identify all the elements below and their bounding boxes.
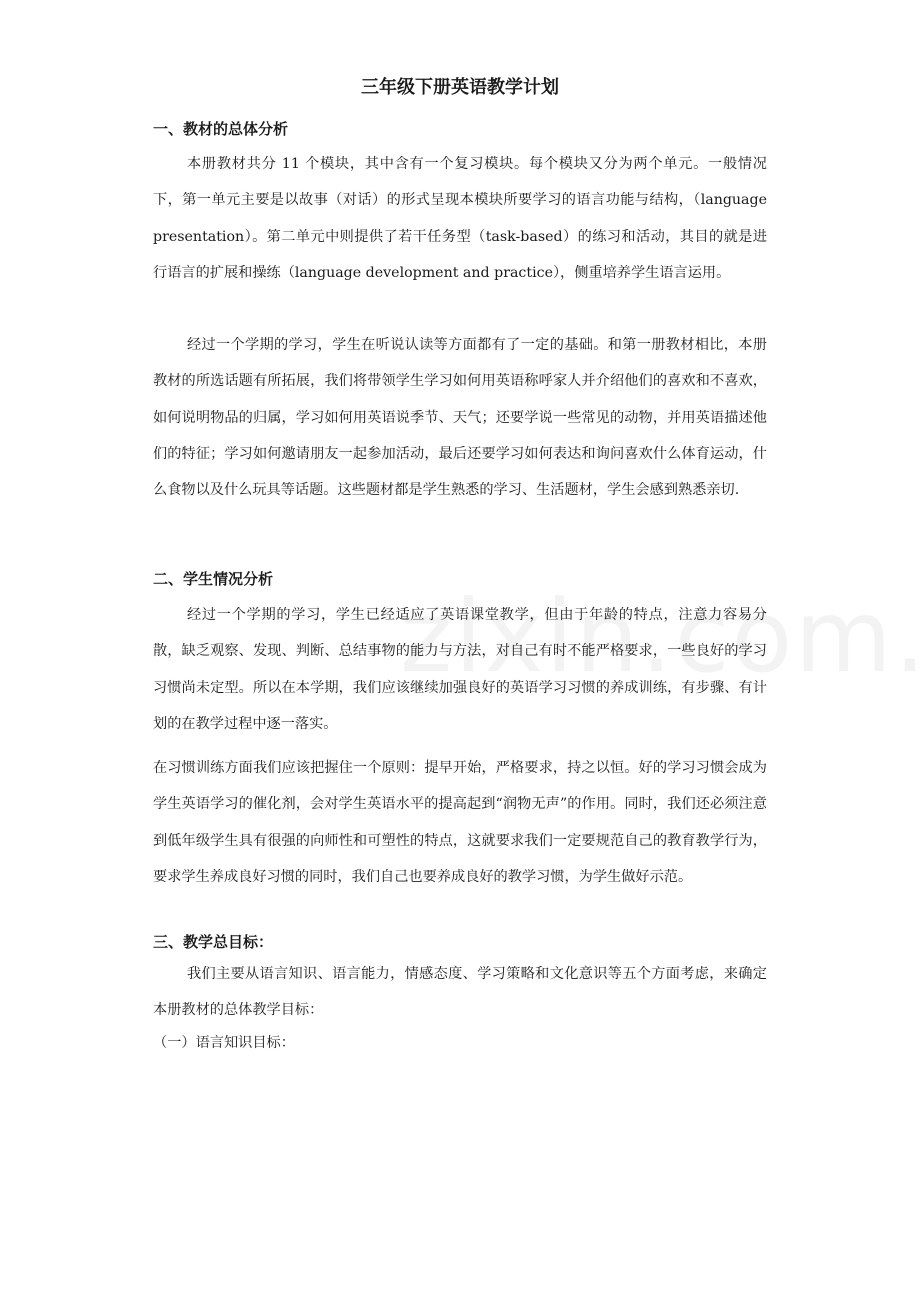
section-1-paragraph-1: 本册教材共分 11 个模块，其中含有一个复习模块。每个模块又分为两个单元。一般情况下，第一单元主要是以故事（对话）的形式呈现本模块所要学习的语言功能与结构，（language presentation）。第二单元中则提供了若干任务型（task-based）的练习和活动，其目的就是进行语言的扩展和操练（language development and practice），侧重培养学生语言运用。 bbox=[153, 156, 767, 281]
section-heading-3: 三、教学总目标： bbox=[153, 933, 274, 951]
section-2-paragraph-2: 在习惯训练方面我们应该把握住一个原则：提早开始，严格要求，持之以恒。好的学习习惯会成为学生英语学习的催化剂，会对学生英语水平的提高起到“润物无声”的作用。同时，我们还必须注意到低年级学生具有很强的向师性和可塑性的特点，这就要求我们一定要规范自己的教育教学行为，要求学生养成良好习惯的同时，我们自己也要养成良好的教学习惯，为学生做好示范。 bbox=[153, 760, 767, 885]
section-1-paragraph-2: 经过一个学期的学习，学生在听说认读等方面都有了一定的基础。和第一册教材相比，本册教材的所选话题有所拓展，我们将带领学生学习如何用英语称呼家人并介绍他们的喜欢和不喜欢，如何说明物品的归属，学习如何用英语说季节、天气；还要学说一些常见的动物，并用英语描述他们的特征；学习如何邀请朋友一起参加活动，最后还要学习如何表达和询问喜欢什么体育运动，什么食物以及什么玩具等话题。这些题材都是学生熟悉的学习、生活题材，学生会感到熟悉亲切. bbox=[153, 337, 767, 499]
section-2-paragraph-1: 经过一个学期的学习，学生已经适应了英语课堂教学，但由于年龄的特点，注意力容易分散，缺乏观察、发现、判断、总结事物的能力与方法，对自己有时不能严格要求，一些良好的学习习惯尚未定型。所以在本学期，我们应该继续加强良好的英语学习习惯的养成训练，有步骤、有计划的在教学过程中逐一落实。 bbox=[153, 607, 767, 732]
section-heading-1: 一、教材的总体分析 bbox=[153, 120, 289, 138]
subheading-language-knowledge: （一）语言知识目标： bbox=[153, 1035, 295, 1051]
document-title: 三年级下册英语教学计划 bbox=[361, 77, 559, 98]
section-3-paragraph-1: 我们主要从语言知识、语言能力，情感态度、学习策略和文化意识等五个方面考虑，来确定本册教材的总体教学目标： bbox=[153, 966, 767, 1019]
section-heading-2: 二、学生情况分析 bbox=[153, 570, 274, 588]
